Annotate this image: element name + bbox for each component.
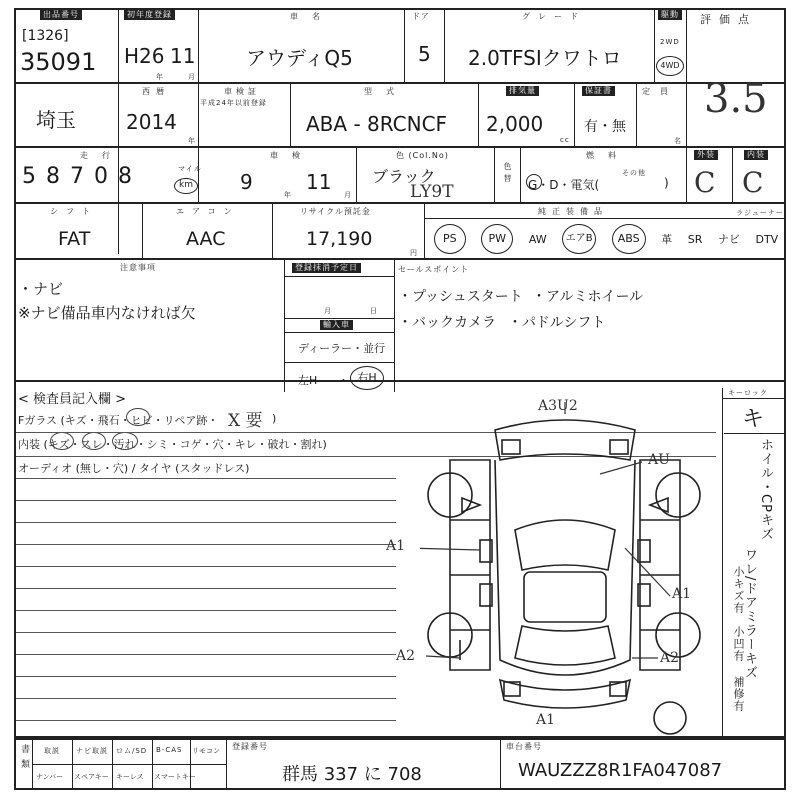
inspect-month: 11 (306, 170, 332, 194)
caution-line: ※ナビ備品車内なければ欠 (18, 304, 196, 322)
sales-point: ・パドルシフト (508, 315, 606, 331)
int-label: 内装 (744, 150, 768, 160)
fuel-label: 燃料 (586, 151, 630, 160)
make-label: 車名 (290, 12, 334, 21)
plate-number: 群馬 337 に 708 (282, 764, 422, 785)
cert-note: 平成24年以前登録 (200, 99, 267, 107)
keylock-value: キ (742, 407, 765, 432)
sales-point: ・プッシュスタート (398, 289, 523, 305)
first-reg: H26 (124, 44, 165, 68)
auction-sheet: 出品番号 [1326] 35091 初年度登録 H26 11 年 月 車名 アウディQ5 ドア 5 グレード 2.0TFSIクワトロ 駆動 2WD 4WD 評価点 3.5 埼玉 西暦 2014 年 車検証 平成24年以前登録 型式 ABA - 8RCNCF 排気量 2,000 cc 保証書 有・無 定員 名 走行 5 8 7 0 8 マイル km 車検 9 年 11 月 色 (Col.No) ブラック LY9T 色替 燃料 G・D・電気( その他 ) 外装 C 内装 C シフト FAT エアコン AAC リサイクル預託金 17,190 円 純正装備品 ラジューナー PS PW AW エアB ABS 革 SR ナビ DTV 注意事項 ・ナビ ※ナビ備品車内なければ欠 登録抹消予定日 月 日 輸入車 ディーラー・並行 左H ・ 右H セールスポイント ・プッシュスタート ・アルミホイール ・バックカメラ ・パドルシフト < 検査員記入欄 > Fガラス (キズ・飛石・ヒビ・リペア跡・ X 要 ) 内装 (キズ・スレ・汚れ・シミ・コゲ・穴・キレ・破れ・割れ) オーディオ (無し・穴) / タイヤ (スタッドレス) A3U2 AU A1 A1 A2 A2 A1 キーロック キ ホイル・CPキズ ワレ/ドアミラーキズ 小キズ有 小凹有 補修有 書類 取説 ナビ取説 ロム/SD B-CAS リモコン ナンバー スペアキー キーレス スマートキー 登録番号 群馬 337 に 708 車台番号 WAUZZZ8R1FA047087 (0, 0, 800, 800)
side-note: 小凹有 (732, 626, 745, 662)
equip-abs: ABS (612, 224, 646, 254)
side-note: 補修有 (732, 676, 745, 712)
recycle-label: リサイクル預託金 (300, 207, 371, 216)
grade: 2.0TFSIクワトロ (468, 46, 622, 70)
ac-label: エアコン (176, 207, 240, 216)
interior-scratch-circle (50, 432, 74, 450)
glass-chip-circle (126, 408, 150, 426)
caution-label: 注意事項 (120, 263, 156, 272)
mark-front: A3U2 (538, 398, 578, 414)
plate-label: 登録番号 (232, 742, 268, 751)
mileage-digit: 8 (46, 164, 60, 189)
vin: WAUZZZ8R1FA047087 (518, 760, 723, 781)
doc-item: B-CAS (156, 746, 183, 754)
mile-unit: マイル (178, 165, 202, 173)
equip-navi: ナビ (717, 233, 740, 246)
doc-item: 取説 (44, 747, 60, 755)
lot-label: 出品番号 (40, 10, 82, 20)
mark-right-door: A1 (672, 586, 692, 602)
lot-number: 35091 (20, 48, 97, 76)
steering-left: 左H (298, 374, 318, 387)
fuel-g-mark (526, 174, 542, 190)
km-unit: km (174, 178, 198, 194)
inspect-label: 車検 (270, 151, 314, 160)
western-label: 西暦 (142, 87, 170, 96)
ac: AAC (186, 228, 226, 250)
western-year: 2014 (126, 110, 177, 134)
score: 3.5 (704, 76, 768, 122)
recycle: 17,190 (306, 228, 373, 250)
inspection-interior: 内装 (キズ・スレ・汚れ・シミ・コゲ・穴・キレ・破れ・割れ) (18, 438, 327, 451)
mileage-digit: 7 (70, 164, 84, 189)
doc-item: キーレス (116, 773, 144, 781)
warranty-label: 保証書 (582, 86, 615, 96)
fuel: G・D・電気( (528, 178, 600, 192)
equip-label: 純正装備品 (538, 207, 608, 216)
doors: 5 (418, 42, 431, 66)
color-code: LY9T (410, 182, 454, 202)
first-reg-label: 初年度登録 (124, 10, 175, 20)
warranty: 有・無 (584, 119, 626, 135)
caution-line: ・ナビ (18, 280, 64, 298)
equip-sr: SR (687, 232, 703, 246)
sales-point: ・バックカメラ (398, 315, 496, 331)
equip-pw: PW (481, 224, 513, 254)
import-label: 輸入車 (320, 320, 353, 330)
doc-item: スペアキー (74, 773, 109, 781)
first-reg-month: 11 (170, 44, 196, 68)
inspect-year: 9 (240, 170, 253, 194)
equip-dtv: DTV (755, 232, 779, 246)
interior-scuff-circle (82, 432, 106, 450)
shift: FAT (58, 228, 91, 250)
mileage-digit: 5 (22, 164, 36, 189)
inspection-audio: オーディオ (無し・穴) / タイヤ (スタッドレス) (18, 462, 250, 475)
equip-ps: PS (434, 224, 466, 254)
vin-label: 車台番号 (506, 742, 542, 751)
side-note: ホイル・CPキズ (758, 438, 773, 541)
equip-leather: 革 (661, 233, 673, 246)
model: ABA - 8RCNCF (306, 112, 448, 136)
equip-aw: AW (528, 232, 547, 246)
import-type: ディーラー・並行 (298, 342, 386, 355)
sales-label: セールスポイント (398, 265, 470, 274)
int-grade: C (742, 166, 764, 199)
equip-airbag: エアB (562, 224, 596, 254)
make: アウディQ5 (246, 46, 353, 70)
reg-label: 登録抹消予定日 (292, 263, 361, 273)
mark-left-door: A1 (386, 538, 406, 554)
mileage-label: 走行 (80, 151, 124, 160)
car-diagram (420, 400, 710, 736)
steering-right: 右H (350, 366, 384, 390)
mark-left-rear: A2 (396, 648, 416, 664)
color-label: 色 (Col.No) (396, 151, 449, 160)
mileage (22, 164, 132, 189)
tuner-label: ラジューナー (736, 209, 784, 217)
interior-stain-circle (112, 432, 138, 450)
ext-grade: C (694, 166, 716, 199)
doc-item: ロム/SD (116, 747, 148, 755)
mileage-digit: 8 (118, 164, 132, 189)
doc-label: 書類 (19, 744, 29, 774)
mileage-digit: 0 (94, 164, 108, 189)
doc-item: リモコン (192, 747, 220, 755)
door-label: ドア (412, 12, 430, 21)
sales-point: ・アルミホイール (532, 289, 644, 305)
capacity-label: 定員 (642, 87, 678, 96)
drive-label: 駆動 (658, 10, 682, 20)
doc-item: スマートキー (154, 773, 196, 781)
drive-4wd: 4WD (656, 56, 684, 76)
color: ブラック (372, 167, 436, 186)
equipment-list (426, 220, 786, 258)
lot-bracket: [1326] (22, 28, 69, 44)
mark-right-rear: A2 (660, 650, 680, 666)
grade-label: グレード (522, 12, 586, 21)
shift-label: シフト (50, 207, 98, 216)
drive-2wd: 2WD (660, 38, 680, 46)
inspection-glass: Fガラス (キズ・飛石・ヒビ・リペア跡・ (18, 414, 219, 427)
disp-label: 排気量 (506, 86, 539, 96)
color-change: 色替 (503, 162, 512, 186)
mark-rear: A1 (536, 712, 556, 728)
score-label: 評価点 (700, 13, 757, 26)
cert-label: 車検証 (224, 87, 260, 96)
doc-item: ナビ取説 (76, 747, 108, 755)
side-note: ワレ/ドアミラーキズ (742, 548, 757, 680)
ext-label: 外装 (694, 150, 718, 160)
model-label: 型式 (364, 87, 408, 96)
side-note: 小キズ有 (732, 566, 745, 614)
mark-front-right: AU (648, 452, 670, 468)
keylock-label: キーロック (728, 389, 768, 397)
displacement: 2,000 (486, 112, 544, 136)
inspection-title: < 検査員記入欄 > (18, 392, 127, 407)
doc-item: ナンバー (36, 773, 64, 781)
prefecture: 埼玉 (36, 108, 76, 132)
inspection-glass-mark: X 要 (228, 411, 263, 431)
